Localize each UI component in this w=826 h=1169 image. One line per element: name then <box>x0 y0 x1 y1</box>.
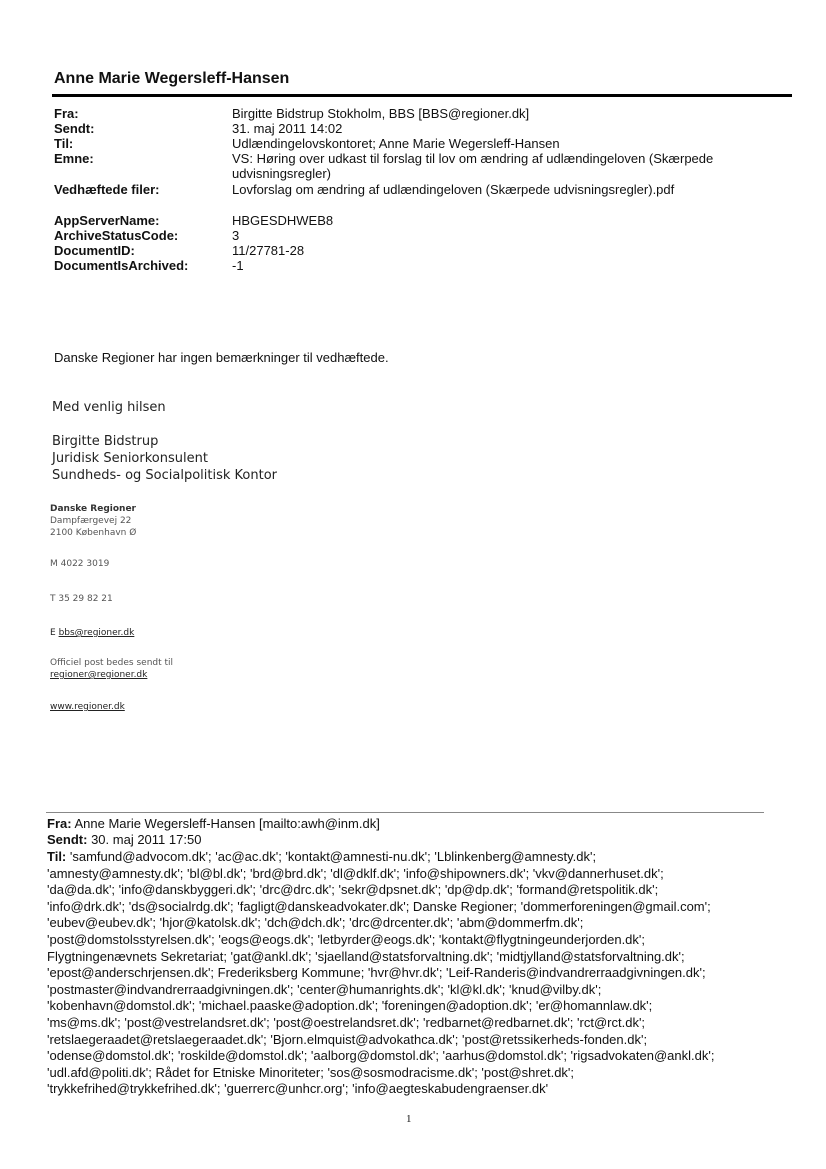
meta-value-from: Birgitte Bidstrup Stokholm, BBS [BBS@regioner.dk] <box>232 106 530 121</box>
org-official-note: Officiel post bedes sendt til <box>50 658 174 668</box>
page-number: 1 <box>406 1113 412 1125</box>
meta-value-attachments: Lovforslag om ændring af udlændingeloven (Skærpede udvisningsregler).pdf <box>232 182 675 197</box>
org-email-prefix: E <box>50 628 56 638</box>
org-email-line <box>50 627 134 639</box>
recipient-line: 'epost@anderschrjensen.dk'; Frederiksberg Kommune; 'hvr@hvr.dk'; 'Leif-Randeris@indvandrerraadgivningen.dk'; <box>47 965 706 981</box>
recipient-line: 'udl.afd@politi.dk'; Rådet for Etniske Minoriteter; 'sos@sosmodracisme.dk'; 'post@shret.dk'; <box>47 1064 575 1080</box>
signature-name: Birgitte Bidstrup <box>52 434 159 449</box>
meta-label-sent: Sendt: <box>54 121 95 136</box>
recipient-line: 'ms@ms.dk'; 'post@vestrelandsret.dk'; 'post@oestrelandsret.dk'; 'redbarnet@redbarnet.dk'; 'rct@rct.dk'; <box>47 1014 646 1030</box>
forward-to: Til: 'samfund@advocom.dk'; 'ac@ac.dk'; 'kontakt@amnesti-nu.dk'; 'Lblinkenberg@amnesty.dk'; 'amnesty@amnesty.dk'; 'bl@bl.dk'; 'brd@brd.dk'; 'dl@dklf.dk'; 'info@shipowners.dk'; 'vkv@dannerhuset.dk'; 'da@da.dk'; 'info@danskbyggeri.dk'; 'drc@drc.dk'; 'sekr@dpsnet.dk'; 'dp@dp.dk'; 'formand@retspolitik.dk'; 'info@drk.dk'; 'ds@socialrdg.dk'; 'fagligt@danskeadvokater.dk'; Danske Regioner; 'dommerforeningen@gmail.com'; 'eubev@eubev.dk'; 'hjor@katolsk.dk'; 'dch@dch.dk'; 'drc@drcenter.dk'; 'abm@dommerfm.dk'; 'post@domstolsstyrelsen.dk'; 'eogs@eogs.dk'; 'letbyrder@eogs.dk'; 'kontakt@flygtningeunderjorden.dk'; Flygtningenævnets Sekretariat; 'gat@ankl.dk'; 'sjaelland@statsforvaltning.dk'; 'midtjylland@statsforvaltning.dk'; 'epost@anderschrjensen.dk'; Frederiksberg Kommune; 'hvr@hvr.dk'; 'Leif-Randeris@indvandrerraadgivningen.dk'; 'postmaster@indvandrerraadgivningen.dk'; 'center@humanrights.dk'; 'kl@kl.dk'; 'knud@vilby.dk'; 'kobenhavn@domstol.dk'; 'michael.paaske@adoption.dk'; 'foreningen@adoption.dk'; 'er@homannlaw.dk'; 'ms@ms.dk'; 'post@vestrelandsret.dk'; 'post@oestrelandsret.dk'; 'redbarnet@redbarnet.dk'; 'rct@rct.dk'; 'retslaegeraadet@retslaegeraadet.dk'; 'Bjorn.elmquist@advokathca.dk'; 'post@retssikerheds-fonden.dk'; 'odense@domstol.dk'; 'roskilde@domstol.dk'; 'aalborg@domstol.dk'; 'aarhus@domstol.dk'; 'rigsadvokaten@ankl.dk'; 'udl.afd@politi.dk'; Rådet for Etniske Minoriteter; 'sos@sosmodracisme.dk'; 'post@shret.dk'; 'trykkefrihed@trykkefrihed.dk'; 'guerrerc@unhcr.org'; 'info@aegteskabudengraenser.dk' <box>47 849 715 1097</box>
recipient-line: 'eubev@eubev.dk'; 'hjor@katolsk.dk'; 'dch@dch.dk'; 'drc@drcenter.dk'; 'abm@dommerfm.dk'; <box>47 915 584 931</box>
recipient-line: 'kobenhavn@domstol.dk'; 'michael.paaske@adoption.dk'; 'foreningen@adoption.dk'; 'er@homannlaw.dk'; <box>47 998 653 1014</box>
org-name: Danske Regioner <box>50 504 136 514</box>
meta-label-appserver: AppServerName: <box>54 213 160 228</box>
forward-from: Fra: Anne Marie Wegersleff-Hansen [mailto:awh@inm.dk] <box>47 816 380 831</box>
meta-value-to: Udlændingelovskontoret; Anne Marie Wegersleff-Hansen <box>232 136 560 151</box>
recipient-line: 'da@da.dk'; 'info@danskbyggeri.dk'; 'drc@drc.dk'; 'sekr@dpsnet.dk'; 'dp@dp.dk'; 'formand@retspolitik.dk'; <box>47 882 659 898</box>
org-email-link[interactable]: bbs@regioner.dk <box>58 628 135 638</box>
recipient-line: 'trykkefrihed@trykkefrihed.dk'; 'guerrerc@unhcr.org'; 'info@aegteskabudengraenser.dk' <box>47 1081 549 1097</box>
org-mobile: M 4022 3019 <box>50 559 110 569</box>
message-body: Danske Regioner har ingen bemærkninger til vedhæftede. <box>54 350 389 365</box>
recipient-line: Flygtningenævnets Sekretariat; 'gat@ankl.dk'; 'sjaelland@statsforvaltning.dk'; 'midtjylland@statsforvaltning.dk'; <box>47 948 685 964</box>
forward-divider <box>46 812 764 813</box>
meta-label-archivestatus: ArchiveStatusCode: <box>54 228 179 243</box>
greeting: Med venlig hilsen <box>52 400 166 415</box>
recipient-line: 'post@domstolsstyrelsen.dk'; 'eogs@eogs.dk'; 'letbyrder@eogs.dk'; 'kontakt@flygtningeunderjorden.dk'; <box>47 931 645 947</box>
meta-label-subject: Emne: <box>54 151 94 166</box>
meta-label-to: Til: <box>54 136 74 151</box>
meta-value-archivestatus: 3 <box>232 228 240 243</box>
meta-value-subject: VS: Høring over udkast til forslag til lov om ændring af udlændingeloven (Skærpede udvisningsregler) <box>232 151 714 181</box>
signature-office: Sundheds- og Socialpolitisk Kontor <box>52 468 277 483</box>
org-street: Dampfærgevej 22 <box>50 516 132 526</box>
recipient-line: 'retslaegeraadet@retslaegeraadet.dk'; 'Bjorn.elmquist@advokathca.dk'; 'post@retssikerheds-fonden.dk'; <box>47 1031 648 1047</box>
org-city: 2100 København Ø <box>50 528 137 538</box>
recipient-line: 'odense@domstol.dk'; 'roskilde@domstol.dk'; 'aalborg@domstol.dk'; 'aarhus@domstol.dk'; 'rigsadvokaten@ankl.dk'; <box>47 1048 715 1064</box>
signature-title: Juridisk Seniorkonsulent <box>52 451 208 466</box>
sender-name-heading: Anne Marie Wegersleff-Hansen <box>54 70 290 87</box>
org-official-email-link[interactable]: regioner@regioner.dk <box>50 670 148 680</box>
meta-label-from: Fra: <box>54 106 79 121</box>
meta-value-documentid: 11/27781-28 <box>232 243 305 258</box>
recipient-line: 'info@drk.dk'; 'ds@socialrdg.dk'; 'fagligt@danskeadvokater.dk'; Danske Regioner; 'dommerforeningen@gmail.com'; <box>47 898 711 914</box>
meta-value-appserver: HBGESDHWEB8 <box>232 213 334 228</box>
meta-value-sent: 31. maj 2011 14:02 <box>232 121 343 136</box>
org-phone: T 35 29 82 21 <box>50 594 113 604</box>
recipient-line: 'samfund@advocom.dk'; 'ac@ac.dk'; 'kontakt@amnesti-nu.dk'; 'Lblinkenberg@amnesty.dk'; <box>69 849 597 864</box>
header-rule <box>52 94 792 97</box>
meta-label-attachments: Vedhæftede filer: <box>54 182 160 197</box>
meta-value-isarchived: -1 <box>232 258 244 273</box>
meta-label-isarchived: DocumentIsArchived: <box>54 258 189 273</box>
recipient-line: 'postmaster@indvandrerraadgivningen.dk'; 'center@humanrights.dk'; 'kl@kl.dk'; 'knud@vilby.dk'; <box>47 981 602 997</box>
recipient-line: 'amnesty@amnesty.dk'; 'bl@bl.dk'; 'brd@brd.dk'; 'dl@dklf.dk'; 'info@shipowners.dk'; 'vkv@dannerhuset.dk'; <box>47 865 664 881</box>
org-website-link[interactable]: www.regioner.dk <box>50 702 125 712</box>
meta-label-documentid: DocumentID: <box>54 243 135 258</box>
forward-sent: Sendt: 30. maj 2011 17:50 <box>47 832 202 847</box>
